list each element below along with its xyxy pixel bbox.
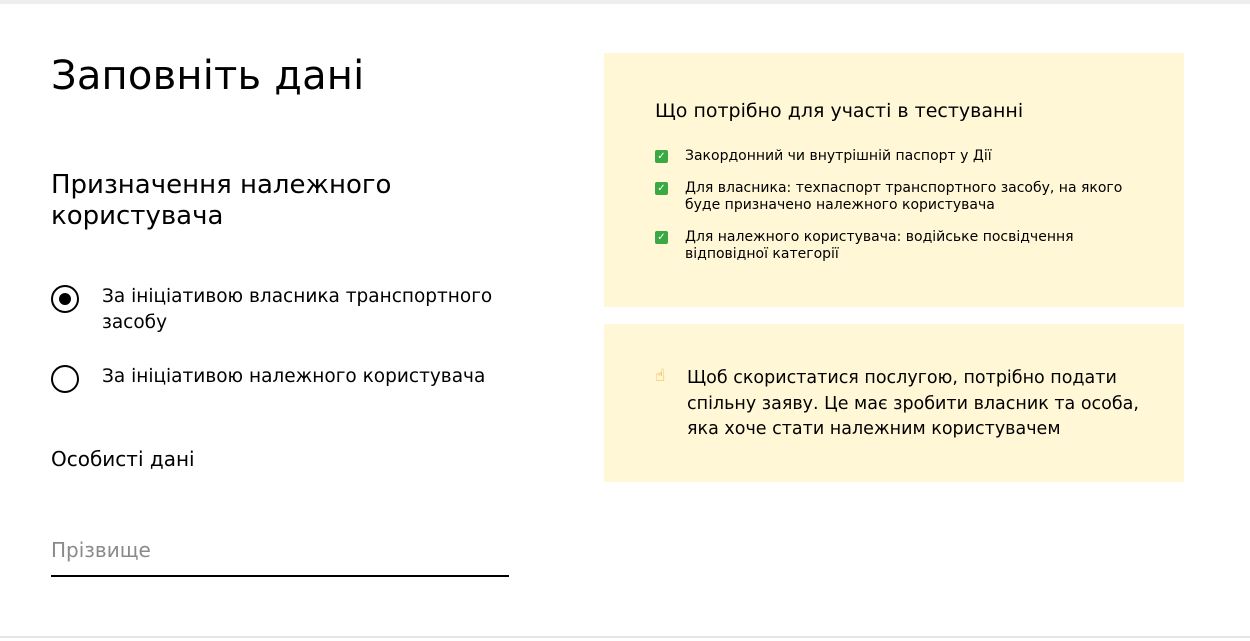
radio-option-owner[interactable] xyxy=(51,284,522,336)
pointing-finger-icon: ☝ xyxy=(655,366,666,386)
radio-option-user-label: За ініціативою належного користувача xyxy=(102,366,486,387)
note-panel xyxy=(604,324,1184,482)
check-icon: ✓ xyxy=(655,150,668,163)
page-title: Заповніть дані xyxy=(51,53,365,99)
requirement-item xyxy=(655,148,1145,165)
bottom-divider xyxy=(0,636,1250,638)
surname-input[interactable] xyxy=(51,528,509,572)
surname-field[interactable] xyxy=(51,528,509,577)
top-divider xyxy=(0,0,1250,4)
check-icon: ✓ xyxy=(655,231,668,244)
personal-data-title: Особисті дані xyxy=(51,447,195,471)
note-text: Щоб скористатися послугою, потрібно подати спільну заяву. Це має зробити власник та особа, яка хоче стати належним користувачем xyxy=(687,368,1139,439)
check-icon: ✓ xyxy=(655,182,668,195)
radio-option-owner-label: За ініціативою власника транспортного засобу xyxy=(102,286,493,333)
requirement-text: Закордонний чи внутрішній паспорт у Дії xyxy=(685,148,992,164)
requirements-list xyxy=(655,148,1145,278)
requirement-item xyxy=(655,229,1145,263)
requirement-text: Для належного користувача: водійське посвідчення відповідної категорії xyxy=(685,229,1074,262)
requirements-panel xyxy=(604,53,1184,307)
assignment-section-title: Призначення належного користувача xyxy=(51,170,392,231)
requirements-title: Що потрібно для участі в тестуванні xyxy=(655,100,1024,122)
radio-checked-icon[interactable] xyxy=(51,285,79,313)
requirement-text: Для власника: техпаспорт транспортного засобу, на якого буде призначено належного користувача xyxy=(685,180,1123,213)
requirement-item xyxy=(655,180,1145,214)
radio-option-user[interactable] xyxy=(51,364,522,393)
radio-unchecked-icon[interactable] xyxy=(51,365,79,393)
